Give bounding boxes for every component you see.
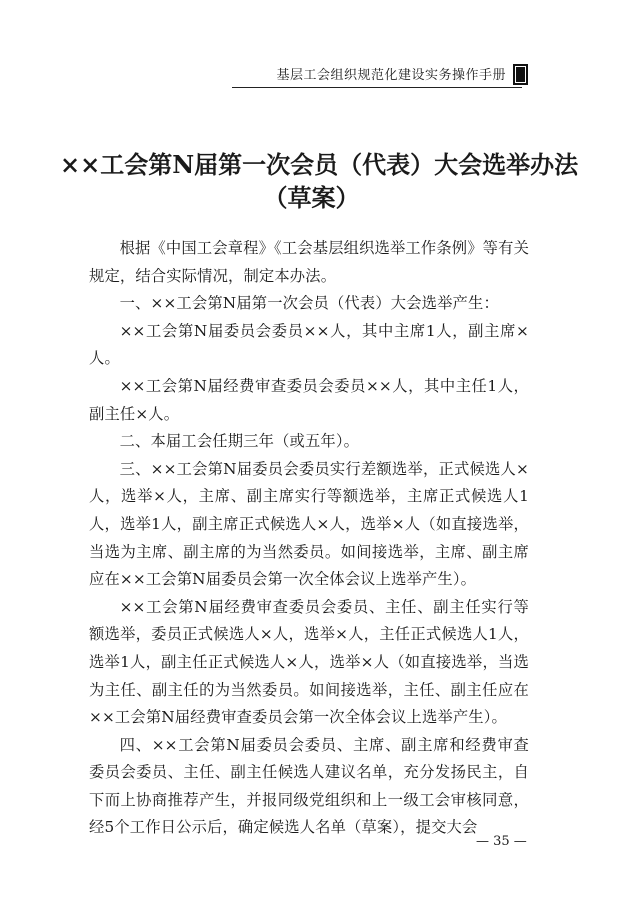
running-header	[232, 62, 528, 88]
running-title: 基层工会组织规范化建设实务操作手册	[276, 68, 506, 83]
header-rule	[232, 87, 522, 88]
paragraph: 二、本届工会任期三年（或五年）。	[119, 432, 360, 451]
paragraph: 三、××工会第N届委员会委员实行差额选举，正式候选人×人，选举×人，主席、副主席实行等额选举，主席正式候选人1人，选举1人，副主席正式候选人×人，选举×人（如直接选举，当选为主席、副主席的为当然委员。如间接选举，主席、副主席应在××工会第N届委员会第一次全体会议上选举产生）。	[89, 459, 529, 589]
page-number: — 35 —	[476, 834, 527, 849]
paragraph: 四、××工会第N届委员会委员、主席、副主席和经费审查委员会委员、主任、副主任候选人建议名单，充分发扬民主，自下而上协商推荐产生，并报同级党组织和上一级工会审核同意，经5个工作日公示后，确定候选人名单（草案），提交大会	[89, 735, 529, 837]
body-text	[89, 235, 529, 842]
paragraph: 根据《中国工会章程》《工会基层组织选举工作条例》等有关规定，结合实际情况，制定本办法。	[89, 239, 530, 285]
document-title: ××工会第N届第一次会员（代表）大会选举办法	[60, 150, 579, 179]
paragraph: ××工会第N届经费审查委员会委员××人，其中主任1人，副主任×人。	[89, 376, 529, 423]
paragraph: ××工会第N届委员会委员××人，其中主席1人，副主席×人。	[89, 321, 529, 368]
paragraph: ××工会第N届经费审查委员会委员、主任、副主任实行等额选举，委员正式候选人×人，选举×人，主任正式候选人1人，选举1人，副主任正式候选人×人，选举×人（如直接选举，当选为主任、副主任的为当然委员。如间接选举，主任、副主任应在××工会第N届经费审查委员会第一次全体会议上选举产生）。	[89, 597, 529, 727]
document-title-suffix: （草案）	[263, 183, 360, 212]
paragraph: 一、××工会第N届第一次会员（代表）大会选举产生：	[119, 294, 499, 313]
header-corner-mark	[513, 64, 528, 85]
